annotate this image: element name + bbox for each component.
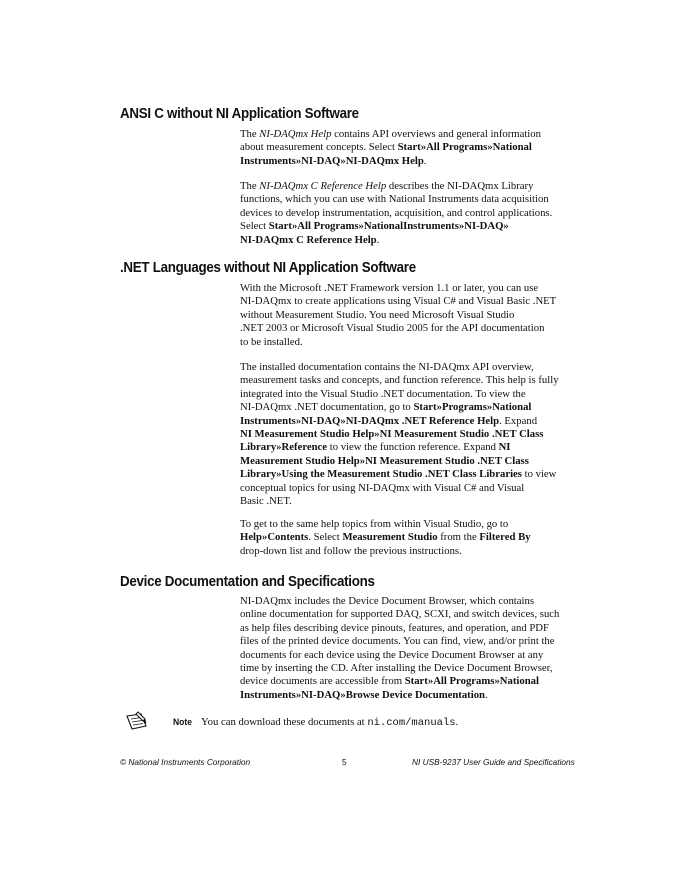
note-text: You can download these documents at ni.com/manuals. xyxy=(201,716,459,729)
paragraph-dotnet-visual-studio: To get to the same help topics from within Visual Studio, go to Help»Contents. Select Measurement Studio from the Filtered By drop-down list and follow the previous instructions. xyxy=(240,518,531,557)
footer-page-number: 5 xyxy=(342,757,347,767)
note-url-link[interactable]: ni.com/manuals xyxy=(367,717,456,729)
paragraph-device-docs: NI-DAQmx includes the Device Document Browser, which contains online documentation for supported DAQ, SCXI, and switch devices, such as help files describing device pinouts, features, and operation, and PDF files of the printed device documents. You can find, view, and/or print the documents for each device using the Device Document Browser at any time by inserting the CD. After installing the Device Document Browser, device documents are accessible from Start»All Programs»National Instruments»NI-DAQ»Browse Device Documentation. xyxy=(240,595,560,701)
footer-copyright: © National Instruments Corporation xyxy=(120,757,251,767)
section-heading-dotnet: .NET Languages without NI Application Software xyxy=(120,260,416,276)
paragraph-dotnet-framework: With the Microsoft .NET Framework version 1.1 or later, you can use NI-DAQmx to create applications using Visual C# and Visual Basic .NET without Measurement Studio. You need Microsoft Visual Studio .NET 2003 or Microsoft Visual Studio 2005 for the API documentation to be installed. xyxy=(240,282,557,348)
paragraph-ansi-c-reference: The NI-DAQmx C Reference Help describes the NI-DAQmx Library functions, which you can use with National Instruments data acquisition devices to develop instrumentation, acquisition, and control applications. Select Start»All Programs»NationalInstruments»NI-DAQ» NI-DAQmx C Reference Help. xyxy=(240,180,553,246)
paragraph-ansi-c-help: The NI-DAQmx Help contains API overviews and general information about measurement concepts. Select Start»All Programs»National Instruments»NI-DAQ»NI-DAQmx Help. xyxy=(240,128,541,167)
note-label: Note xyxy=(173,717,193,728)
section-heading-ansi-c: ANSI C without NI Application Software xyxy=(120,106,359,122)
section-heading-device-docs: Device Documentation and Specifications xyxy=(120,574,375,590)
note-pencil-icon xyxy=(124,710,150,732)
footer-document-title: NI USB-9237 User Guide and Specifications xyxy=(412,757,575,767)
paragraph-dotnet-installed-docs: The installed documentation contains the NI-DAQmx API overview, measurement tasks and concepts, and function reference. This help is fully integrated into the Visual Studio .NET documentation. To view the NI-DAQmx .NET documentation, go to Start»Programs»National Instruments»NI-DAQ»NI-DAQmx .NET Reference Help. Expand NI Measurement Studio Help»NI Measurement Studio .NET Class Library»Reference to view the function reference. Expand NI Measurement Studio Help»NI Measurement Studio .NET Class Library»Using the Measurement Studio .NET Class Libraries to view conceptual topics for using NI-DAQmx with Visual C# and Visual Basic .NET. xyxy=(240,361,559,508)
